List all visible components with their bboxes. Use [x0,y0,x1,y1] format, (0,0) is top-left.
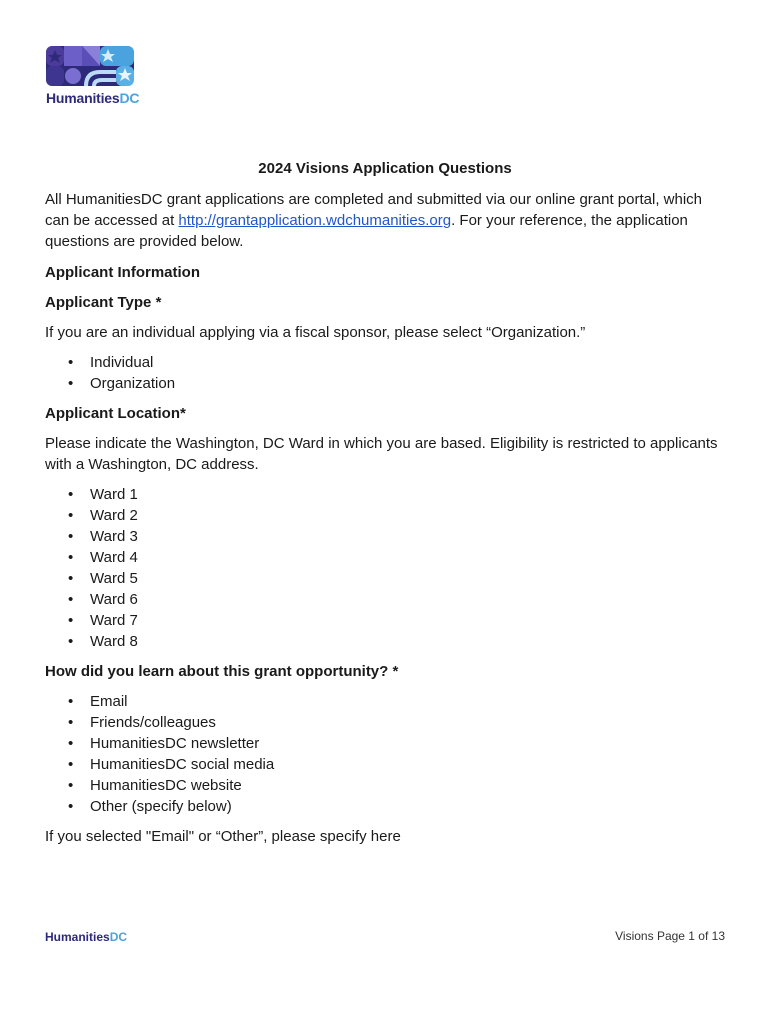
applicant-type-options [45,352,725,394]
bullet-icon: • [68,612,74,629]
list-item-label: HumanitiesDC newsletter [90,735,260,752]
learn-about-followup: If you selected "Email" or “Other”, please specify here [45,828,401,845]
list-item-label: HumanitiesDC social media [90,756,275,773]
bullet-icon: • [68,777,74,794]
bullet-icon: • [68,798,74,815]
list-item [45,526,725,547]
list-item [45,568,725,589]
question-learn-about-grant: How did you learn about this grant opportunity? * [45,663,399,680]
list-item-label: Ward 1 [90,486,138,503]
bullet-icon: • [68,633,74,650]
intro-text-before-link: All HumanitiesDC grant applications are completed and submitted via our online grant portal, which can be accessed at [45,191,703,229]
learn-about-options [45,691,725,817]
list-item-label: Ward 8 [90,633,138,650]
list-item-label: Email [90,693,128,710]
logo-mark-icon [46,46,134,86]
question-applicant-type: Applicant Type * [45,294,162,311]
list-item-label: Ward 7 [90,612,138,629]
intro-text-after-link: . For your reference, the application questions are provided below. [45,212,688,250]
applicant-location-note: Please indicate the Washington, DC Ward in which you are based. Eligibility is restricted to applicants with a Washington, DC address. [45,435,718,473]
bullet-icon: • [68,486,74,503]
list-item [45,754,725,775]
document-title: 2024 Visions Application Questions [258,160,512,177]
bullet-icon: • [68,375,74,392]
list-item [45,352,725,373]
footer-brand-text: Humanities [45,930,110,944]
section-heading-applicant-information: Applicant Information [45,264,200,281]
list-item [45,610,725,631]
list-item-label: Ward 6 [90,591,138,608]
question-applicant-location: Applicant Location* [45,405,186,422]
list-item [45,547,725,568]
bullet-icon: • [68,549,74,566]
bullet-icon: • [68,507,74,524]
bullet-icon: • [68,756,74,773]
intro-paragraph [45,189,725,252]
list-item-label: Ward 5 [90,570,138,587]
logo-brand-dc-text: DC [119,90,140,106]
list-item-label: Ward 2 [90,507,138,524]
bullet-icon: • [68,714,74,731]
list-item-label: Organization [90,375,176,392]
humanitiesdc-logo [46,46,140,108]
applicant-location-options [45,484,725,652]
bullet-icon: • [68,591,74,608]
grant-portal-link[interactable]: http://grantapplication.wdchumanities.org [178,212,452,229]
bullet-icon: • [68,354,74,371]
list-item [45,505,725,526]
bullet-icon: • [68,693,74,710]
list-item [45,796,725,817]
list-item-label: Ward 4 [90,549,138,566]
applicant-type-note: If you are an individual applying via a fiscal sponsor, please select “Organization.” [45,324,586,341]
list-item-label: HumanitiesDC website [90,777,242,794]
list-item [45,631,725,652]
logo-brand-text: Humanities [46,90,120,106]
footer-page-number: Visions Page 1 of 13 [615,929,725,943]
bullet-icon: • [68,570,74,587]
list-item [45,589,725,610]
list-item-label: Other (specify below) [90,798,232,815]
list-item [45,775,725,796]
list-item [45,691,725,712]
list-item [45,733,725,754]
logo-wordmark [46,90,139,106]
list-item [45,484,725,505]
list-item [45,373,725,394]
bullet-icon: • [68,735,74,752]
footer-brand [45,930,127,944]
footer-brand-dc-text: DC [109,930,128,944]
bullet-icon: • [68,528,74,545]
page-footer [45,928,725,946]
list-item-label: Individual [90,354,154,371]
document-body [45,160,725,847]
list-item-label: Friends/colleagues [90,714,216,731]
list-item-label: Ward 3 [90,528,138,545]
list-item [45,712,725,733]
